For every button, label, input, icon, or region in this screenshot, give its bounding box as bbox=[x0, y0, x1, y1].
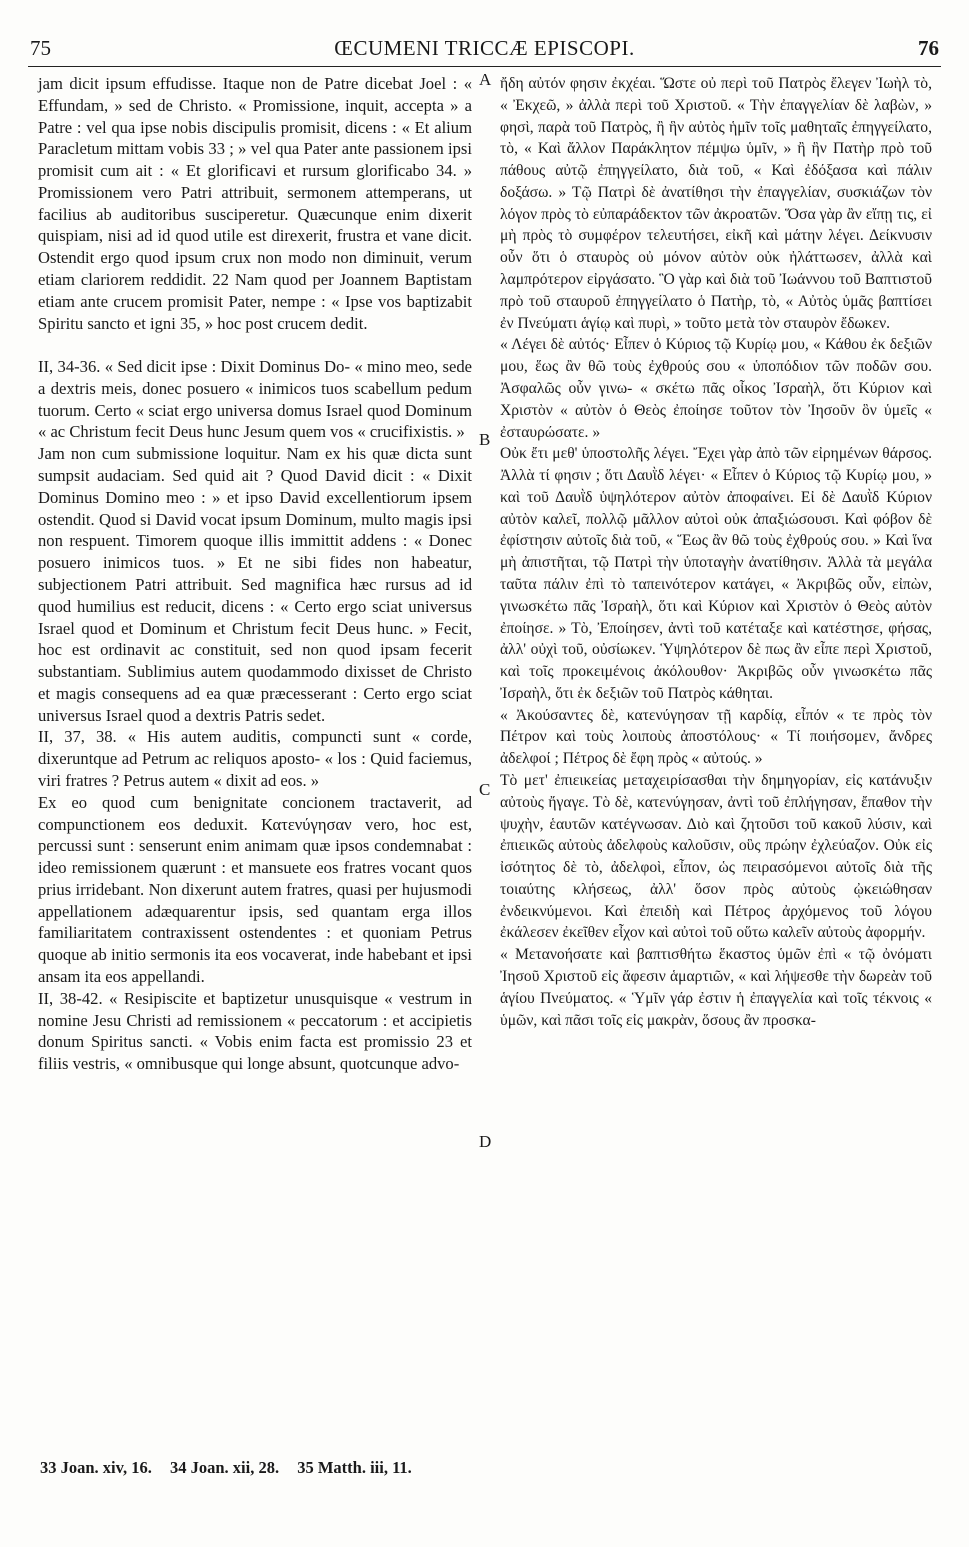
latin-paragraph: Ex eo quod cum benignitate concionem tractaverit, ad compunctionem eos deduxit. Κατενύγησαν vero, hoc est, percussi sunt : senserunt enim animam quæ ipsos condemnabat : ideo remissionem quærunt : et mansuete eos fratres vocant quos prius irridebant. Non dixerunt autem fratres, quasi per hujusmodi appellationem adæquarentur ipsis, sed quantam erga illos familiaritatem contraxissent ostendentes : et quoniam Petrus quoque ab initio sermonis ita eos vocaverat, inde habebant et ipsi ansam ita eos appellandi. bbox=[38, 792, 472, 987]
footnotes bbox=[40, 1458, 426, 1478]
margin-marker-a: A bbox=[479, 70, 492, 89]
footnote: 34 Joan. xii, 28. bbox=[169, 1458, 280, 1477]
latin-paragraph: II, 38-42. « Resipiscite et baptizetur unusquisque « vestrum in nomine Jesu Christi ad remissionem « peccatorum : et accipietis donum Spiritus sancti. « Vobis enim facta est promissio 23 et filiis vestris, « omnibusque qui longe absunt, quotcunque advo- bbox=[38, 988, 472, 1074]
footnote: 35 Matth. iii, 11. bbox=[297, 1458, 412, 1477]
margin-marker-d: D bbox=[479, 1132, 492, 1151]
latin-paragraph: II, 34-36. « Sed dicit ipse : Dixit Dominus Do- « mino meo, sede a dextris meis, donec posuero « inimicos tuos scabellum pedum tuorum. Certo « sciat ergo universa domus Israel quod Dominum « ac Christum fecit Deus hunc Jesum quem vos « crucifixistis. » bbox=[38, 357, 472, 442]
margin-marker-c: C bbox=[479, 780, 491, 799]
latin-paragraph: Jam non cum submissione loquitur. Nam ex his quæ dicta sunt sumpsit audaciam. Sed quid ait ? Quod David dicit : « Dixit Dominus Domino meo : » et ipso David excellentiorum ipsem ostendit. Quod si David vocat ipsum Dominum, multo magis ipsi non respuent. Timorem quoque illis immittit addens : « Donec posuero inimicos tuos. » Et ne sibi fides non habeatur, subjectionem Patri attribuit. Sed magnifica hæc rursus ad id quod humilius est reducit, dicens : « Certo ergo sciat universus Israel quod et Dominum et Christum fecit Deus hunc. » Fecit, hoc est ordinavit ac constituit, sed non quod ipsam fecerit substantiam. Sublimius autem quodammodo dixisset de Christo et magis consequens ad ea quæ præcesserant : Certo ergo sciat universus Israel quod a dextris Patris sedet. bbox=[38, 444, 472, 725]
greek-paragraph: « Λέγει δὲ αὐτός· Εἶπεν ὁ Κύριος τῷ Κυρίῳ μου, « Κάθου ἐκ δεξιῶν μου, ἕως ἂν θῶ τοὺς ἐχθρούς σου « ὑποπόδιον τῶν ποδῶν σου. Ἀσφαλῶς οὖν γινω- « σκέτω πᾶς οἶκος Ἰσραὴλ, ὅτι Κύριον καὶ Χριστὸν « αὐτὸν ὁ Θεὸς ἐποίησε τοῦτον τὸν Ἰησοῦν ὃν ὑμεῖς « ἐσταυρώσατε. » bbox=[500, 336, 932, 441]
page-number-right: 76 bbox=[918, 36, 939, 60]
greek-paragraph: Τὸ μετ' ἐπιεικείας μεταχειρίσασθαι τὴν δημηγορίαν, εἰς κατάνυξιν αὐτοὺς ἤγαγε. Τὸ δὲ, κατενύγησαν, ἀντὶ τοῦ ἐπλήγησαν, ἔπαθον τὴν ψυχὴν, ἑαυτῶν κατέγνωσαν. Διὸ καὶ ζητοῦσι τοῦ κακοῦ λύσιν, καὶ ἐπιεικῶς αὐτοὺς ἀδελφοὺς καλοῦσιν, οὓς πρώην ἐχλεύαζον. Οὐκ εἰς ἰσότητος δὲ τὸ, ἀδελφοὶ, εἶπον, ὡς πειρασόμενοι αὐτοῖς διὰ τῆς τοιαύτης κλήσεως, ἀλλ' ὅσον πρὸς αὐτοὺς ᾠκειώθησαν ἐνδεικνύμενοι. Καὶ ἐπειδὴ καὶ Πέτρος ἀρχόμενος τοῦ λόγου ἐκάλεσεν ἐκεῖθεν εἶχον καὶ αὐτοὶ τοῦ οὕτω καλεῖν αὐτοὺς ἀφορμήν. bbox=[500, 772, 932, 942]
footnote: 33 Joan. xiv, 16. bbox=[40, 1458, 152, 1477]
latin-paragraph: jam dicit ipsum effudisse. Itaque non de Patre dicebat Joel : « Effundam, » sed de Christo. « Promissione, inquit, accepta » a Patre : vel qua ipse nobis discipulis promisit, dicens : « Et alium Paracletum mittam vobis 33 ; » vel qua Pater ante passionem ipsi promisit cum ait : « Et glorificavi et rursum glorificabo 34. » Promissionem vero Patri attribuit, sermonem attemperans, ut facilius ab auditoribus susciperetur. Quæcunque enim dixerit quispiam, nisi ad id quod utile est direxerit, frustra et vane dicit. Ostendit ergo quod ipsum crux non modo non diminuit, verum etiam clariorem reddidit. 22 Nam quod per Joannem Baptistam etiam ante crucem promisit Pater, nempe : « Ipse vos baptizabit Spiritu sancto et igni 35, » hoc post crucem dedit. bbox=[38, 74, 472, 333]
margin-marker-b: B bbox=[479, 430, 491, 449]
greek-paragraph: ἤδη αὐτόν φησιν ἐκχέαι. Ὥστε οὐ περὶ τοῦ Πατρὸς ἔλεγεν Ἰωὴλ τὸ, « Ἐκχεῶ, » ἀλλὰ περὶ τοῦ Χριστοῦ. « Τὴν ἐπαγγελίαν δὲ λαβὼν, » φησὶ, παρὰ τοῦ Πατρὸς, ἢ ἣν αὐτὸς ἡμῖν τοῖς μαθηταῖς ἐπηγγείλατο, τὸ, « Καὶ ἄλλον Παράκλητον πέμψω ὑμῖν, » ἢ ἣν Πατὴρ πρὸ τοῦ πάθους αὐτῷ ἐπηγγείλατο, διὰ τοῦ, « Καὶ ἐδόξασα καὶ πάλιν δοξάσω. » Τῷ Πατρὶ δὲ ἀνατίθησι τὴν ἐπαγγελίαν, συσκιάζων τὸν λόγον πρὸς τὸ εὐπαράδεκτον τῶν ἀκροατῶν. Ὅσα γὰρ ἂν εἴπῃ τις, εἰ μὴ πρὸς τὸ συμφέρον τελευτήσει, εἰκῆ καὶ μάτην λέγει. Δείκνυσιν οὖν ὅτι ὁ σταυρὸς οὐ μόνον αὐτὸν οὐκ ἠλάττωσεν, ἀλλὰ καὶ λαμπρότερον εἰργάσατο. Ὃ γὰρ καὶ διὰ τοῦ Ἰωάννου τοῦ Βαπτιστοῦ πρὸ τοῦ σταυροῦ ἐπηγγείλατο ὁ Πατὴρ, τὸ, « Αὐτὸς ὑμᾶς βαπτίσει ἐν Πνεύματι ἁγίῳ καὶ πυρὶ, » τοῦτο μετὰ τὸν σταυρὸν ἔδωκεν. bbox=[500, 75, 932, 332]
latin-column bbox=[38, 73, 472, 1075]
greek-column bbox=[500, 73, 932, 1031]
header-rule bbox=[28, 66, 941, 67]
greek-paragraph: « Μετανοήσατε καὶ βαπτισθήτω ἕκαστος ὑμῶν ἐπὶ « τῷ ὀνόματι Ἰησοῦ Χριστοῦ εἰς ἄφεσιν ἁμαρτιῶν, « καὶ λήψεσθε τὴν δωρεὰν τοῦ ἁγίου Πνεύματος. « Ὑμῖν γάρ ἐστιν ἡ ἐπαγγελία καὶ τοῖς τέκνοις « ὑμῶν, καὶ πᾶσι τοῖς εἰς μακρὰν, ὅσους ἂν προσκα- bbox=[500, 946, 932, 1029]
running-title: ŒCUMENI TRICCÆ EPISCOPI. bbox=[334, 36, 635, 60]
greek-paragraph: « Ἀκούσαντες δὲ, κατενύγησαν τῇ καρδίᾳ, εἶπόν « τε πρὸς τὸν Πέτρον καὶ τοὺς λοιποὺς ἀποστόλους· « Τί ποιήσομεν, ἄνδρες ἀδελφοί ; Πέτρος δὲ ἔφη πρὸς « αὐτούς. » bbox=[500, 706, 932, 768]
latin-paragraph: II, 37, 38. « His autem auditis, compuncti sunt « corde, dixeruntque ad Petrum ac reliquos aposto- « los : Quid faciemus, viri fratres ? Petrus autem « dixit ad eos. » bbox=[38, 727, 472, 790]
page-number-left: 75 bbox=[30, 36, 51, 60]
greek-paragraph: Οὐκ ἔτι μεθ' ὑποστολῆς λέγει. Ἔχει γὰρ ἀπὸ τῶν εἰρημένων θάρσος. Ἀλλὰ τί φησιν ; ὅτι Δαυῒδ λέγει· « Εἶπεν ὁ Κύριος τῷ Κυρίῳ μου, » καὶ τοῦ Δαυῒδ ὑψηλότερον αὐτὸν ἀποφαίνει. Εἰ δὲ Δαυῒδ Κύριον αὐτὸν καλεῖ, πολλῷ μᾶλλον αὐτοὶ οὐκ ἀπαξιώσουσι. Καὶ φόβον δὲ ἐφίστησιν αὐτοῖς διὰ τοῦ, « Ἕως ἂν θῶ τοὺς ἐχθρούς σου. » Καὶ ἵνα μὴ ἀπιστῆται, τῷ Πατρὶ τὴν ὑποταγὴν ἀνατίθησιν. Ἀλλὰ τὰ μεγάλα ταῦτα πάλιν ἐπὶ τὸ ταπεινότερον κατάγει, « Ἀκριβῶς οὖν, εἰπὼν, γινωσκέτω πᾶς Ἰσραὴλ, ὅτι καὶ Κύριον καὶ Χριστὸν ὁ Θεὸς αὐτὸν ἐποίησε. » Τὸ, Ἐποίησεν, ἀντὶ τοῦ κατέταξε καὶ κατέστησε, φήσας, ἀλλ' οὐχὶ τοῦ, οὐσίωκεν. Ὑψηλότερον δὲ πως ἂν εἶπε περὶ Χριστοῦ, καὶ τοῖς προκειμένοις ἀκόλουθον· Ἀκριβῶς οὖν γινωσκέτω πᾶς Ἰσραὴλ, ὅτι ἐκ δεξιῶν τοῦ Πατρὸς κάθηται. bbox=[500, 445, 932, 702]
